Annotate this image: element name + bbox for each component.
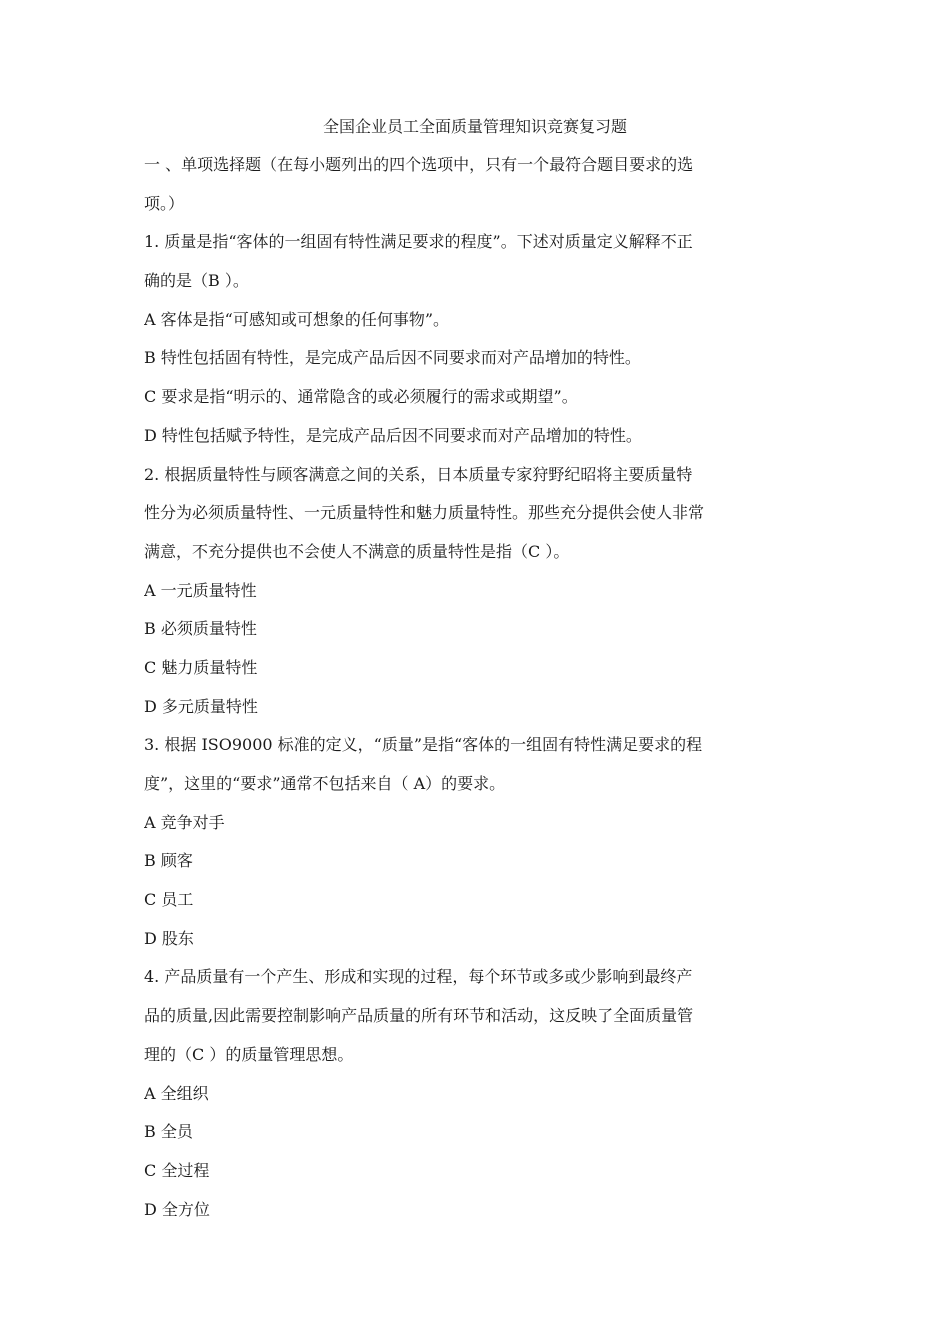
- document-body: [144, 146, 784, 1229]
- question-2-line-1: 2. 根据质量特性与顾客满意之间的关系，日本质量专家狩野纪昭将主要质量特: [144, 464, 693, 484]
- question-2-line-2: 性分为必须质量特性、一元质量特性和魅力质量特性。那些充分提供会使人非常: [144, 503, 705, 523]
- question-3-option-a: A 竞争对手: [144, 812, 225, 832]
- question-3-line-2: 度”，这里的“要求”通常不包括来自（ A）的要求。: [144, 774, 506, 793]
- document-title: 全国企业员工全面质量管理知识竞赛复习题: [322, 117, 627, 136]
- question-4-line-1: 4. 产品质量有一个产生、形成和实现的过程，每个环节或多或少影响到最终产: [144, 967, 693, 987]
- question-1-option-b: B 特性包括固有特性，是完成产品后因不同要求而对产品增加的特性。: [144, 348, 641, 368]
- question-3-option-c: C 员工: [144, 890, 194, 910]
- question-1-option-d: D 特性包括赋予特性，是完成产品后因不同要求而对产品增加的特性。: [144, 425, 642, 445]
- question-1-option-a: A 客体是指“可感知或可想象的任何事物”。: [144, 309, 450, 329]
- question-4-option-b: B 全员: [144, 1122, 193, 1142]
- section-heading-line-2: 项。）: [144, 193, 185, 213]
- question-3-option-d: D 股东: [144, 928, 194, 948]
- question-2-option-c: C 魅力质量特性: [144, 657, 258, 677]
- question-2-option-b: B 必须质量特性: [144, 619, 257, 639]
- question-2-option-a: A 一元质量特性: [144, 580, 257, 600]
- question-2-option-d: D 多元质量特性: [144, 696, 258, 716]
- question-3-line-1: 3. 根据 ISO9000 标准的定义，“质量”是指“客体的一组固有特性满足要求的程: [144, 735, 703, 755]
- question-3-option-b: B 顾客: [144, 851, 193, 871]
- question-1-option-c: C 要求是指“明示的、通常隐含的或必须履行的需求或期望”。: [144, 387, 578, 407]
- question-1-line-2: 确的是（B ）。: [144, 271, 249, 291]
- section-heading-line-1: 一 、单项选择题（在每小题列出的四个选项中，只有一个最符合题目要求的选: [144, 155, 694, 174]
- question-4-option-c: C 全过程: [144, 1160, 210, 1180]
- question-4-option-a: A 全组织: [144, 1083, 209, 1103]
- question-2-line-3: 满意，不充分提供也不会使人不满意的质量特性是指（C ）。: [144, 541, 570, 561]
- question-4-line-3: 理的（C ）的质量管理思想。: [144, 1044, 354, 1064]
- question-4-option-d: D 全方位: [144, 1199, 210, 1219]
- question-1-line-1: 1. 质量是指“客体的一组固有特性满足要求的程度”。下述对质量定义解释不正: [144, 232, 693, 252]
- question-4-line-2: 品的质量,因此需要控制影响产品质量的所有环节和活动，这反映了全面质量管: [144, 1006, 694, 1026]
